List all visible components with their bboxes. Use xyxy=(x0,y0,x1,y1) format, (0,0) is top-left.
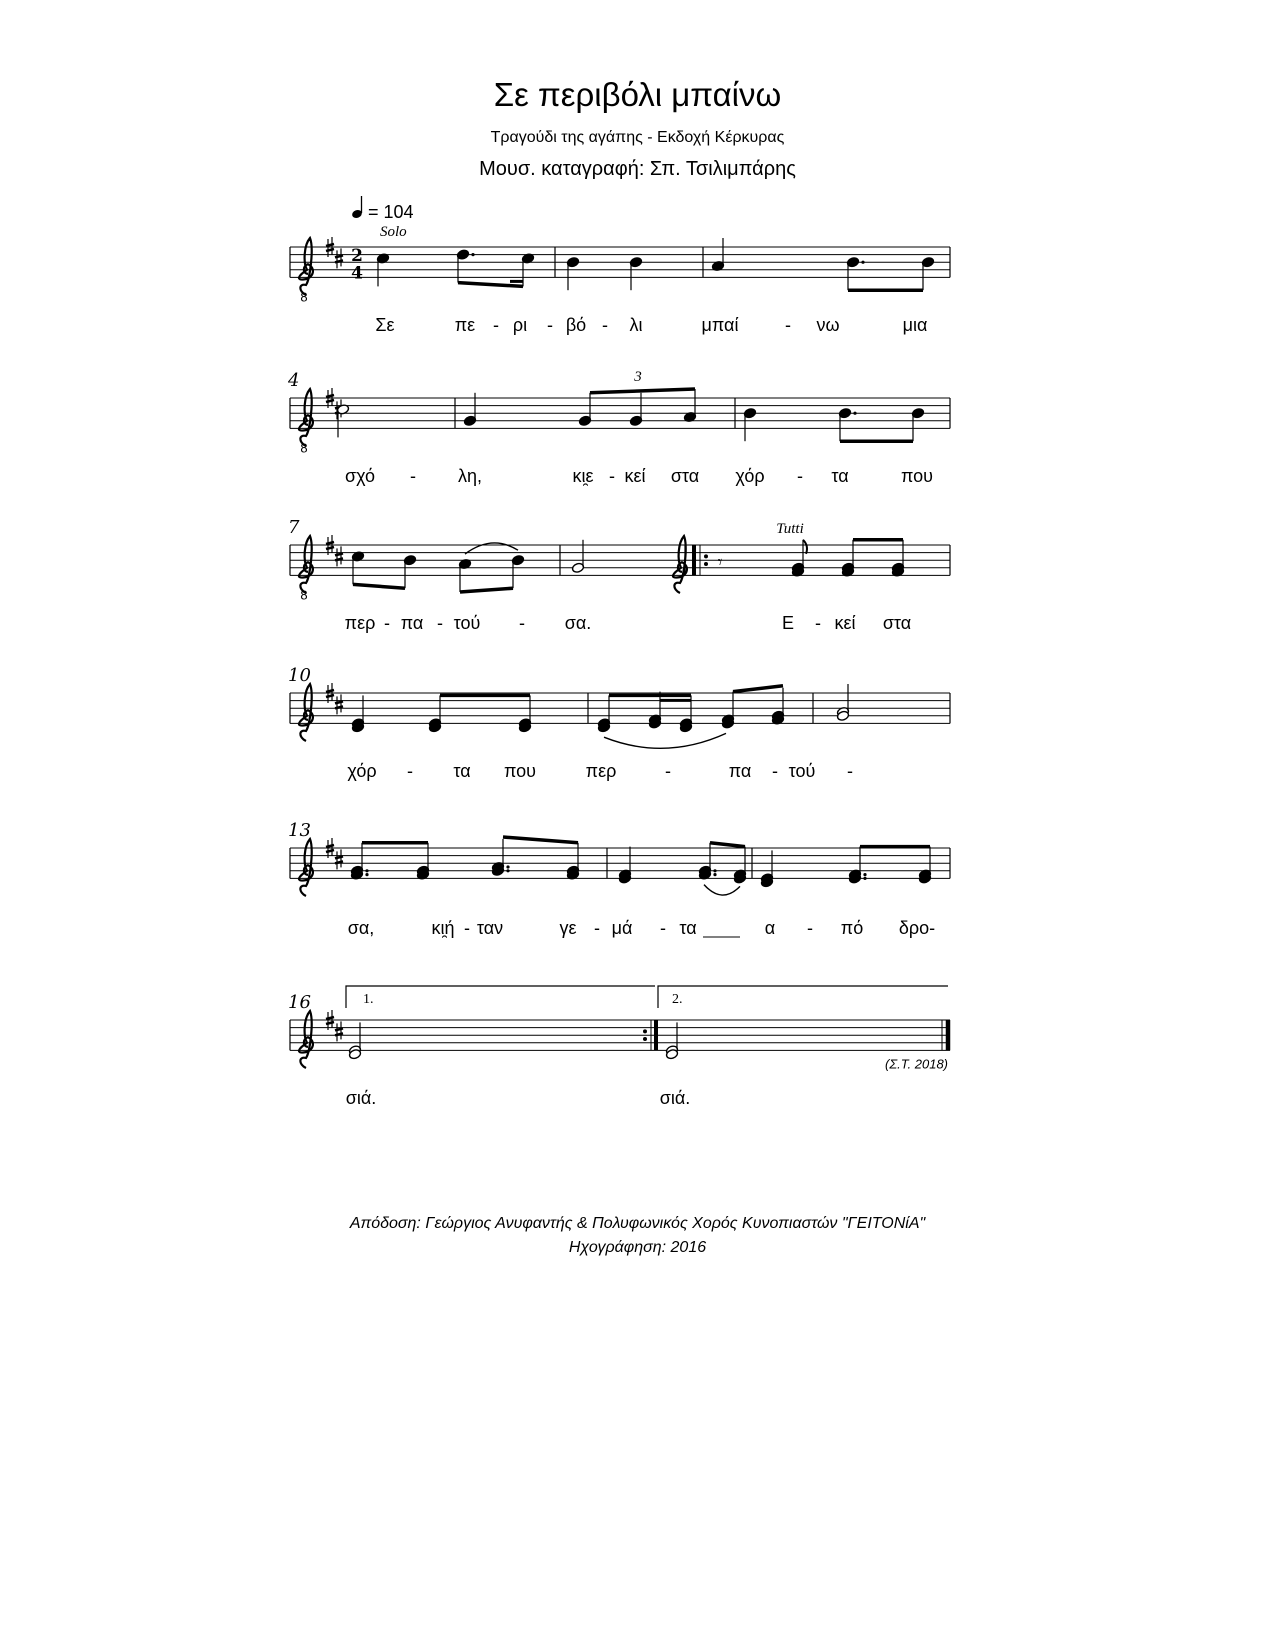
measure-number: 16 xyxy=(288,992,311,1013)
note xyxy=(511,555,524,589)
lyric-hyphen: - xyxy=(407,761,413,781)
staff-system xyxy=(290,693,950,723)
key-signature-sharps-icon xyxy=(326,237,343,268)
lyric-hyphen: - xyxy=(815,613,821,633)
lyric-syllable: βό xyxy=(565,315,587,335)
transcriber-credit: Μουσ. καταγραφή: Σπ. Τσιλιμπάρης xyxy=(479,158,796,180)
time-sig-top: 2 xyxy=(351,246,363,267)
slur xyxy=(704,885,740,895)
lyric-syllable: ταν xyxy=(476,918,504,938)
key-signature-sharps-icon xyxy=(326,388,343,419)
octave-8-label: 8 xyxy=(300,440,308,456)
lyric-hyphen: - xyxy=(660,918,666,938)
lyric-syllable: γε xyxy=(559,918,577,938)
lyric-hyphen: - xyxy=(519,613,525,633)
lyric-syllable: Σε xyxy=(375,315,395,335)
lyric-syllable: ρι xyxy=(512,315,528,335)
key-signature-sharps-icon xyxy=(326,1010,343,1041)
lyric-syllable: τού xyxy=(788,761,816,781)
repeat-dot xyxy=(643,1037,647,1041)
note xyxy=(846,257,864,291)
lyric-syllable: σα. xyxy=(564,613,592,633)
lyric-syllable: Ε xyxy=(781,613,795,633)
lyric-hyphen: - xyxy=(384,613,390,633)
repeat-dot xyxy=(704,562,708,566)
volta-1-label: 1. xyxy=(363,992,374,1007)
lyric-hyphen: - xyxy=(609,466,615,486)
lyric-hyphen: - xyxy=(437,613,443,633)
lyric-syllable: α xyxy=(764,918,776,938)
lyric-syllable: τα xyxy=(831,466,849,486)
tempo-marking: = 104 xyxy=(368,202,414,222)
lyric-syllable: κεί xyxy=(624,466,646,486)
lyric-syllable: δρο- xyxy=(898,918,936,938)
volta-bracket-2 xyxy=(658,986,948,1008)
time-sig-bottom: 4 xyxy=(351,263,363,284)
lyric-syllable: κι̯ή xyxy=(431,918,455,938)
key-signature-sharps-icon xyxy=(326,535,343,566)
key-signature-sharps-icon xyxy=(326,838,343,869)
lyric-hyphen: - xyxy=(807,918,813,938)
lyric-hyphen: - xyxy=(594,918,600,938)
lyric-syllable: πα xyxy=(728,761,752,781)
credits xyxy=(0,1212,1275,1260)
eighth-rest-icon: 𝄾 xyxy=(717,551,723,572)
recording-credit: Ηχογράφηση: 2016 xyxy=(568,1239,707,1256)
lyric-syllable: σχό xyxy=(344,466,376,486)
measure-number: 10 xyxy=(288,665,311,686)
lyric-syllable: νω xyxy=(816,315,840,335)
performance-credit: Απόδοση: Γεώργιος Ανυφαντής & Πολυφωνικός Χορός Κυνοπιαστών "ΓΕΙΤΟΝίΑ" xyxy=(349,1215,926,1232)
lyric-hyphen: - xyxy=(410,466,416,486)
lyric-syllable: που xyxy=(503,761,537,781)
lyric-syllable: που xyxy=(900,466,934,486)
lyric-syllable: περ xyxy=(585,761,617,781)
staff-system xyxy=(290,1020,950,1050)
lyric-hyphen: - xyxy=(464,918,470,938)
lyric-syllable: λη, xyxy=(457,466,483,486)
lyric-syllable: τού xyxy=(453,613,481,633)
lyric-syllable: κι̯ε xyxy=(572,466,594,486)
note xyxy=(743,408,756,442)
lyric-syllable: τα xyxy=(679,918,697,938)
beam xyxy=(503,837,578,843)
lyric-syllable: στα xyxy=(670,466,700,486)
lyric-syllable: περ xyxy=(344,613,376,633)
lyric-syllable: μπαί xyxy=(701,315,739,335)
note xyxy=(838,408,856,442)
copyright-mark: (Σ.Τ. 2018) xyxy=(885,1056,948,1072)
note xyxy=(921,257,934,291)
beam xyxy=(353,584,405,588)
repeat-dot xyxy=(704,554,708,558)
beam xyxy=(590,389,695,393)
lyric-syllable: τα xyxy=(453,761,471,781)
lyric-syllable: μια xyxy=(902,315,928,335)
lyric-syllable: χόρ xyxy=(347,761,377,781)
lyric-hyphen: - xyxy=(665,761,671,781)
measure-number: 4 xyxy=(288,370,300,391)
lyric-syllable: κεί xyxy=(834,613,856,633)
song-title: Σε περιβόλι μπαίνω xyxy=(493,76,782,113)
lyric-syllable: πε xyxy=(454,315,476,335)
lyric-syllable: λι xyxy=(629,315,643,335)
solo-direction: Solo xyxy=(380,224,407,240)
lyric-hyphen: - xyxy=(493,315,499,335)
key-signature-sharps-icon xyxy=(326,683,343,714)
lyric-syllable: σιά. xyxy=(345,1088,377,1108)
lyric-hyphen: - xyxy=(785,315,791,335)
volta-2-label: 2. xyxy=(672,992,683,1007)
octave-8-label: 8 xyxy=(300,587,308,603)
lyric-syllable: πό xyxy=(840,918,864,938)
repeat-dot xyxy=(643,1029,647,1033)
note xyxy=(911,408,924,442)
triplet-number: 3 xyxy=(634,369,642,385)
volta-bracket-1 xyxy=(346,986,655,1008)
tutti-direction: Tutti xyxy=(776,521,804,537)
measure-number: 13 xyxy=(288,820,311,841)
lyric-syllable: χόρ xyxy=(735,466,765,486)
lyric-syllable: μά xyxy=(611,918,633,938)
lyric-hyphen: - xyxy=(602,315,608,335)
lyric-syllable: σα, xyxy=(347,918,375,938)
beam xyxy=(458,283,523,287)
octave-8-label: 8 xyxy=(300,289,308,305)
note xyxy=(566,257,579,291)
beam xyxy=(733,686,783,692)
lyric-syllable: σιά. xyxy=(659,1088,691,1108)
beam xyxy=(460,588,513,592)
lyric-syllable: πα xyxy=(400,613,424,633)
measure-number: 7 xyxy=(288,517,300,538)
song-subtitle: Τραγούδι της αγάπης - Εκδοχή Κέρκυρας xyxy=(490,129,785,146)
lyric-hyphen: - xyxy=(772,761,778,781)
note xyxy=(403,555,416,589)
slur xyxy=(604,733,726,748)
beam xyxy=(710,843,745,847)
lyric-hyphen: - xyxy=(847,761,853,781)
lyric-hyphen: - xyxy=(797,466,803,486)
note xyxy=(629,257,642,291)
lyric-syllable: στα xyxy=(882,613,912,633)
lyric-hyphen: - xyxy=(547,315,553,335)
